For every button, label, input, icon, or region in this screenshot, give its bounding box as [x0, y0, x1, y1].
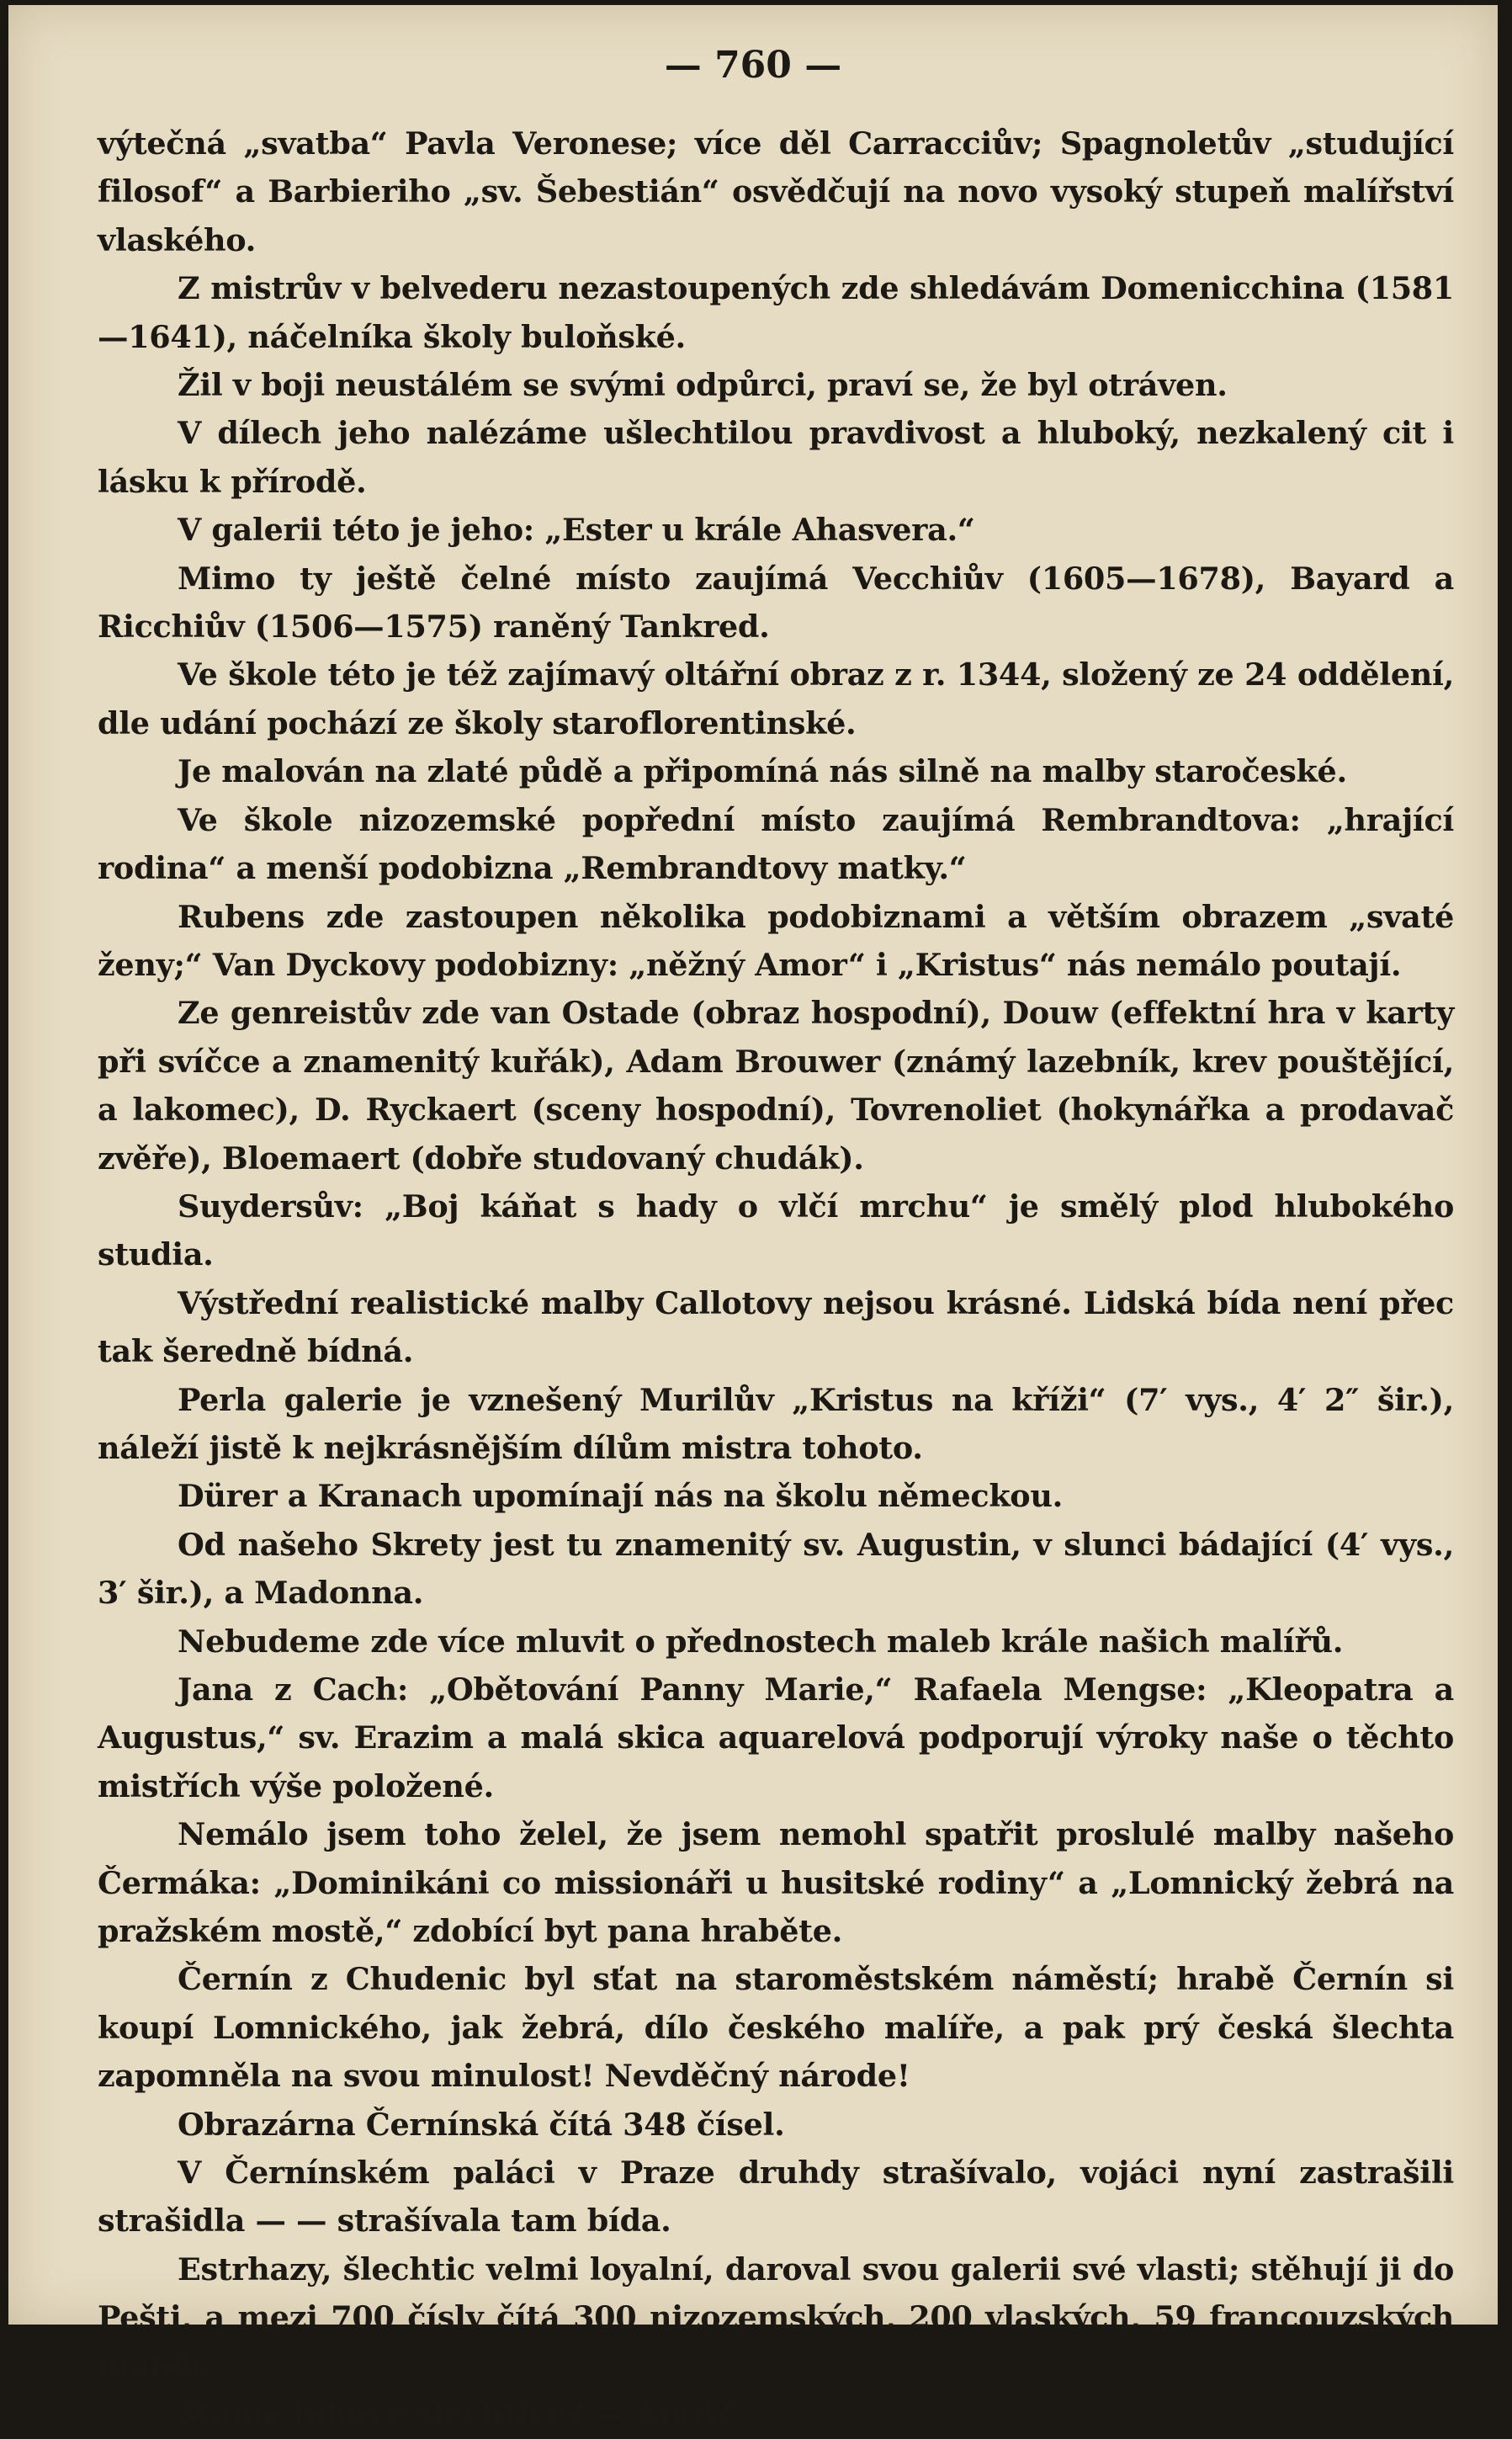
paragraph: Jana z Cach: „Obětování Panny Marie,“ Rafaela Mengse: „Kleopatra a Augustus,“ sv. Erazim a malá skica aquarelová podporují výroky naše o těchto mistřích výše položené.	[98, 1671, 1454, 1804]
paragraph: Ve škole této je též zajímavý oltářní obraz z r. 1344, složený ze 24 oddělení, dle udání pochází ze školy staroflorentinské.	[98, 656, 1454, 741]
paragraph: Ze genreistův zde van Ostade (obraz hospodní), Douw (effektní hra v karty při svíčce a znamenitý kuřák), Adam Brouwer (známý lazebník, krev pouštějící, a lakomec), D. Ryckaert (sceny hospodní), Tovrenoliet (hokynářka a prodavač zvěře), Bloemaert (dobře studovaný chudák).	[98, 995, 1454, 1177]
book-page	[8, 5, 1498, 2433]
paragraph: Rubens zde zastoupen několika podobiznami a větším obrazem „svaté ženy;“ Van Dyckovy podobizny: „něžný Amor“ i „Kristus“ nás nemálo poutají.	[98, 898, 1454, 983]
paragraph: Mimo ty ještě čelné místo zaujímá Vecchiův (1605—1678), Bayard a Ricchiův (1506—1575) raněný Tankred.	[98, 560, 1454, 646]
paragraph: Černín z Chudenic byl sťat na staroměstském náměstí; hrabě Černín si koupí Lomnického, jak žebrá, dílo českého malíře, a pak prý česká šlechta zapomněla na svou minulost! Nevděčný národe!	[98, 1961, 1454, 2095]
paragraph: Estrhazy, šlechtic velmi loyalní, daroval svou galerii své vlasti; stěhují ji do Pešti, a mezi 700 čísly čítá 300 nizozemských, 200 vlaských, 59 francouzských maleb.	[98, 2250, 1454, 2384]
paragraph: výtečná „svatba“ Pavla Veronese; více děl Carracciův; Spagnoletův „studující filosof“ a Barbieriho „sv. Šebestián“ osvědčují na novo vysoký stupeň malířství vlaského.	[98, 125, 1454, 258]
paragraph: Dürer a Kranach upomínají nás na školu německou.	[178, 1478, 1063, 1515]
paragraph: Suydersův: „Boj káňat s hady o vlčí mrchu“ je smělý plod hlubokého studia.	[98, 1188, 1454, 1273]
body-text	[98, 120, 1454, 2439]
paragraph: Nemálo jsem toho želel, že jsem nemohl spatřit proslulé malby našeho Čermáka: „Dominikáni co missionáři u husitské rodiny“ a „Lomnický žebrá na pražském mostě,“ zdobící byt pana hraběte.	[98, 1816, 1454, 1950]
paragraph: Žil v boji neustálém se svými odpůrci, praví se, že byl otráven.	[178, 367, 1228, 404]
paragraph: Máme takové šlechtice? — Ano!?	[178, 2396, 733, 2433]
paragraph: V Černínském paláci v Praze druhdy strašívalo, vojáci nyní zastrašili strašidla — — strašívala tam bída.	[98, 2155, 1454, 2240]
paragraph: Nebudeme zde více mluvit o přednostech maleb krále našich malířů.	[178, 1623, 1344, 1660]
paragraph: Výstřední realistické malby Callotovy nejsou krásné. Lidská bída není přec tak šeredně bídná.	[98, 1284, 1454, 1370]
paragraph: Obrazárna Černínská čítá 348 čísel.	[178, 2106, 785, 2143]
paragraph: Z mistrův v belvederu nezastoupených zde shledávám Domenicchina (1581—1641), náčelníka školy buloňské.	[98, 270, 1454, 355]
paragraph: Je malován na zlaté půdě a připomíná nás silně na malby staročeské.	[178, 753, 1347, 790]
paragraph: V dílech jeho nalézáme ušlechtilou pravdivost a hluboký, nezkalený cit i lásku k přírodě.	[98, 415, 1454, 500]
page-number: — 760 —	[664, 44, 842, 87]
paragraph: Perla galerie je vznešený Murilův „Kristus na kříži“ (7′ vys., 4′ 2″ šir.), náleží jistě k nejkrásnějším dílům mistra tohoto.	[98, 1381, 1454, 1466]
paragraph: Ve škole nizozemské popřední místo zaujímá Rembrandtova: „hrající rodina“ a menší podobizna „Rembrandtovy matky.“	[98, 801, 1454, 887]
paragraph: Od našeho Skrety jest tu znamenitý sv. Augustin, v slunci bádající (4′ vys., 3′ šir.), a Madonna.	[98, 1526, 1454, 1612]
paragraph: V galerii této je jeho: „Ester u krále Ahasvera.“	[178, 512, 975, 549]
